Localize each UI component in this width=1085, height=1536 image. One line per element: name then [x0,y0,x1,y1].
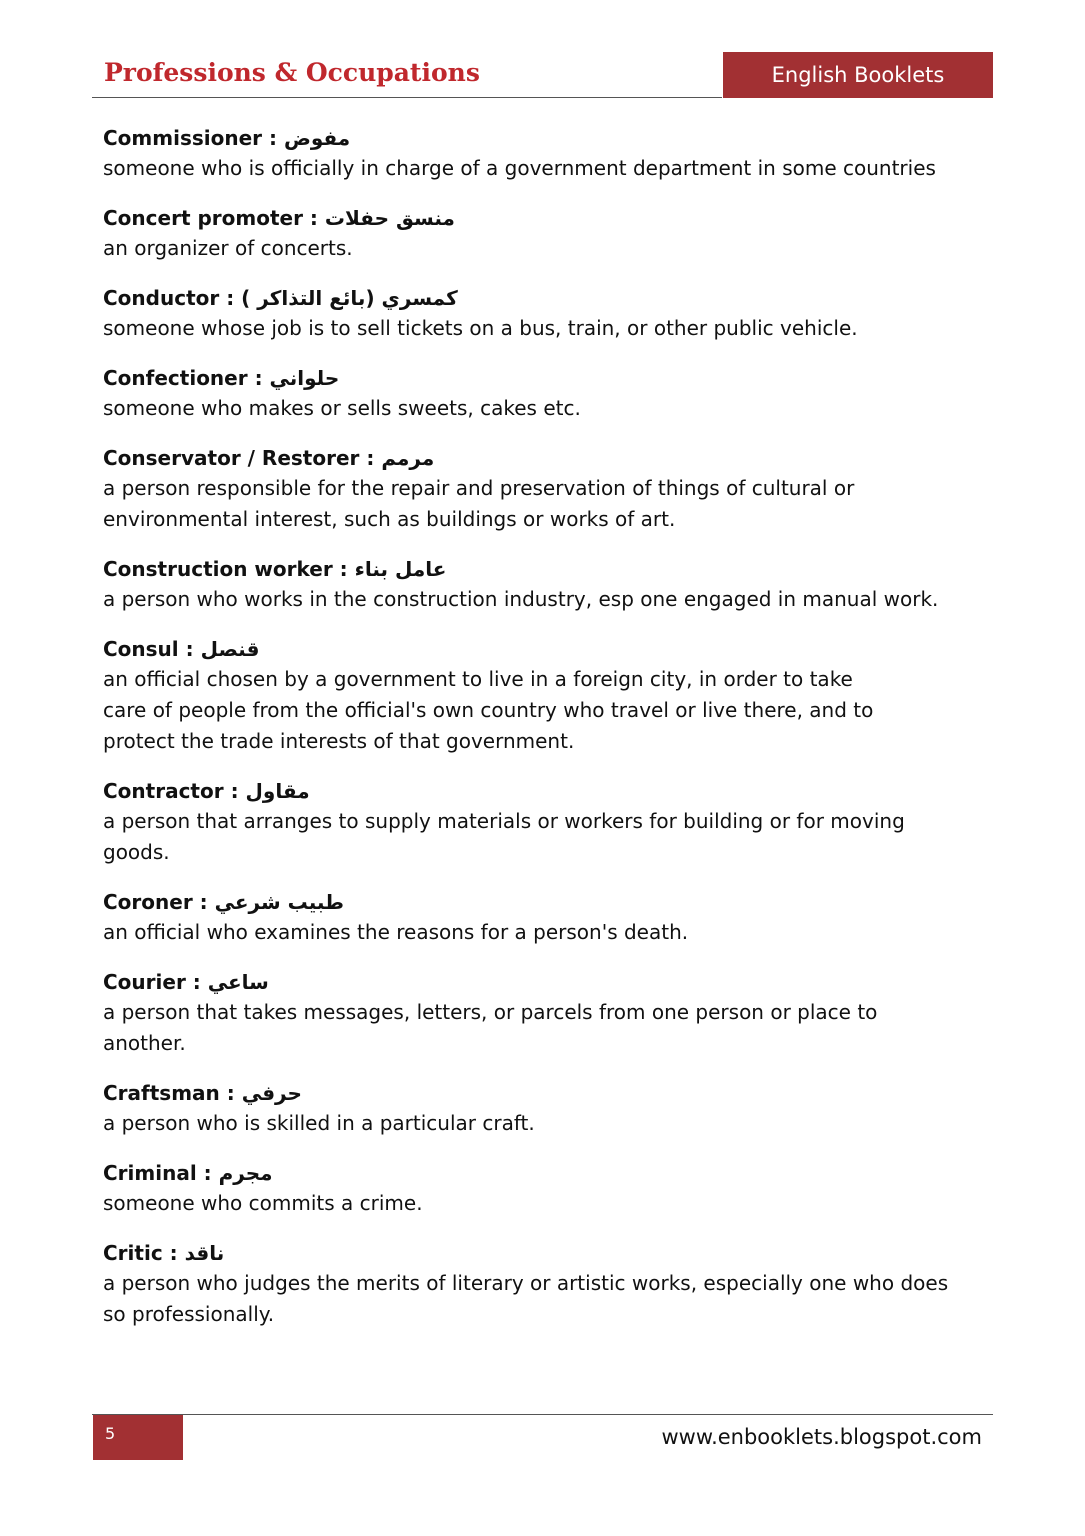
entry-arabic: حرفي [241,1081,302,1105]
entry-term: Courier [103,970,186,994]
glossary-entry [103,968,1003,1059]
entry-arabic: مرمم [381,446,435,470]
entry-term-line: Coroner : طبيب شرعي [103,890,344,914]
glossary-entry [103,1239,1003,1330]
entry-arabic: ناقد [184,1241,225,1265]
footer-url[interactable]: www.enbooklets.blogspot.com [661,1425,982,1449]
glossary-entry [103,555,1003,615]
glossary-entry [103,1079,1003,1139]
entry-arabic: طبيب شرعي [214,890,344,914]
entry-term-line: Contractor : مقاول [103,779,310,803]
glossary-entry [103,124,1003,184]
entry-term: Contractor [103,779,224,803]
glossary-entry [103,1159,1003,1219]
entry-term: Craftsman [103,1081,220,1105]
entry-arabic: حلواني [269,366,340,390]
entry-term-line: Concert promoter : منسق حفلات [103,206,455,230]
entry-term-line: Criminal : مجرم [103,1161,273,1185]
entry-definition-line: a person that takes messages, letters, or parcels from one person or place to [103,1000,878,1024]
entry-definition-line: a person who works in the construction industry, esp one engaged in manual work. [103,587,939,611]
entry-definition-line: an official who examines the reasons for a person's death. [103,920,689,944]
page-number-badge [93,1415,183,1460]
entry-term: Critic [103,1241,163,1265]
entry-term-line: Confectioner : حلواني [103,366,340,390]
entry-definition-line: a person that arranges to supply materials or workers for building or for moving [103,809,905,833]
entry-term-line: Commissioner : مفوض [103,126,351,150]
entry-term: Concert promoter [103,206,303,230]
entry-arabic: مقاول [245,779,310,803]
header-divider [92,97,722,98]
entry-definition-line: an official chosen by a government to live in a foreign city, in order to take [103,667,853,691]
brand-label: English Booklets [771,63,945,87]
glossary-list [103,124,1003,1350]
entry-term-line: Construction worker : عامل بناء [103,557,447,581]
entry-term-line: Conservator / Restorer : مرمم [103,446,435,470]
entry-arabic: كمسري (بائع التذاكر ) [241,286,458,310]
glossary-entry [103,635,1003,757]
brand-badge [723,52,993,98]
entry-term-line: Conductor : كمسري (بائع التذاكر ) [103,286,458,310]
entry-definition-line: someone who makes or sells sweets, cakes etc. [103,396,581,420]
entry-term: Conductor [103,286,220,310]
entry-term: Conservator / Restorer [103,446,360,470]
entry-definition-line: protect the trade interests of that government. [103,729,575,753]
entry-definition-line: care of people from the official's own country who travel or live there, and to [103,698,874,722]
entry-term: Commissioner [103,126,263,150]
entry-term-line: Critic : ناقد [103,1241,225,1265]
entry-term: Criminal [103,1161,197,1185]
entry-definition-line: an organizer of concerts. [103,236,353,260]
entry-arabic: مفوض [283,126,351,150]
glossary-entry [103,888,1003,948]
entry-definition-line: another. [103,1031,186,1055]
glossary-entry [103,204,1003,264]
entry-arabic: قنصل [200,637,260,661]
glossary-entry [103,444,1003,535]
entry-definition-line: someone who commits a crime. [103,1191,423,1215]
footer-divider [92,1414,993,1415]
entry-arabic: عامل بناء [354,557,447,581]
header-title: Professions & Occupations [104,58,480,87]
entry-term: Consul [103,637,179,661]
page-number: 5 [105,1424,116,1443]
entry-definition-line: a person responsible for the repair and preservation of things of cultural or [103,476,855,500]
glossary-entry [103,284,1003,344]
entry-arabic: ساعي [207,970,269,994]
entry-definition-line: someone whose job is to sell tickets on a bus, train, or other public vehicle. [103,316,858,340]
entry-term-line: Courier : ساعي [103,970,269,994]
entry-term: Construction worker [103,557,333,581]
entry-definition-line: a person who judges the merits of literary or artistic works, especially one who does [103,1271,949,1295]
entry-arabic: مجرم [218,1161,273,1185]
entry-term: Confectioner [103,366,248,390]
glossary-entry [103,364,1003,424]
entry-definition-line: environmental interest, such as buildings or works of art. [103,507,676,531]
entry-definition-line: someone who is officially in charge of a government department in some countries [103,156,936,180]
glossary-entry [103,777,1003,868]
entry-definition-line: so professionally. [103,1302,275,1326]
entry-definition-line: goods. [103,840,170,864]
entry-definition-line: a person who is skilled in a particular craft. [103,1111,535,1135]
entry-term-line: Consul : قنصل [103,637,260,661]
entry-arabic: منسق حفلات [324,206,455,230]
entry-term-line: Craftsman : حرفي [103,1081,302,1105]
entry-term: Coroner [103,890,193,914]
